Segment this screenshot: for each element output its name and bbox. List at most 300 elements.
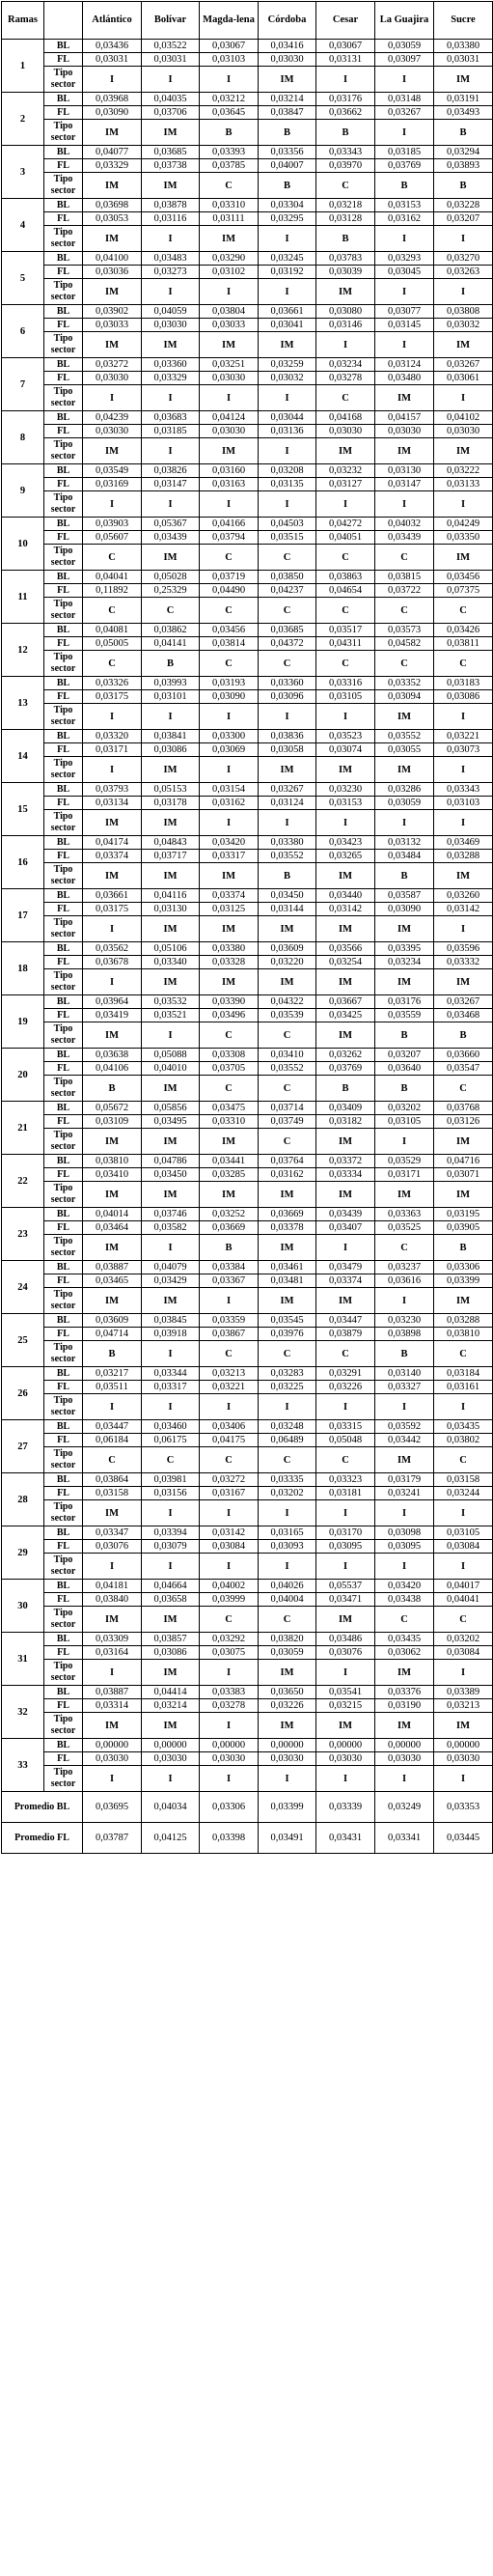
value-cell: 0,03667 <box>316 995 375 1009</box>
value-cell: 0,03162 <box>375 212 434 226</box>
row-label: FL <box>44 1009 83 1022</box>
value-cell: 0,03126 <box>434 1115 493 1129</box>
table-row-bl <box>2 1208 493 1221</box>
table-row-bl <box>2 1633 493 1646</box>
value-cell: 0,03133 <box>434 478 493 491</box>
value-cell: C <box>375 545 434 571</box>
value-cell: I <box>142 1766 200 1792</box>
value-cell: IM <box>375 1660 434 1686</box>
branch-id: 10 <box>2 518 44 571</box>
value-cell: 0,03164 <box>83 1646 142 1660</box>
value-cell: 0,03442 <box>375 1434 434 1447</box>
table-row-fl <box>2 956 493 969</box>
value-cell: 0,06184 <box>83 1434 142 1447</box>
value-cell: 0,03059 <box>375 40 434 53</box>
value-cell: IM <box>142 173 200 199</box>
value-cell: IM <box>83 1607 142 1633</box>
value-cell: 0,03041 <box>259 319 316 332</box>
value-cell: 0,04017 <box>434 1580 493 1593</box>
value-cell: 0,03032 <box>259 372 316 385</box>
table-row-bl <box>2 1580 493 1593</box>
table-row-ts <box>2 757 493 783</box>
value-cell: 0,03030 <box>83 372 142 385</box>
value-cell: 0,03645 <box>200 106 259 120</box>
header-cell: Bolívar <box>142 2 200 40</box>
value-cell: 0,03887 <box>83 1261 142 1274</box>
table-row-ts <box>2 279 493 305</box>
value-cell: 0,03162 <box>259 1168 316 1182</box>
value-cell: 0,03562 <box>83 942 142 956</box>
average-value-cell: 0,03491 <box>259 1823 316 1854</box>
value-cell: IM <box>142 1076 200 1102</box>
value-cell: 0,03549 <box>83 464 142 478</box>
value-cell: B <box>142 651 200 677</box>
value-cell: 0,03267 <box>434 358 493 372</box>
value-cell: 0,03244 <box>434 1487 493 1500</box>
table-row-fl <box>2 212 493 226</box>
table-row-fl <box>2 1487 493 1500</box>
table-row-fl <box>2 743 493 757</box>
value-cell: 0,03125 <box>200 903 259 916</box>
value-cell: 0,03030 <box>142 1752 200 1766</box>
value-cell: IM <box>434 1713 493 1739</box>
row-label: Tipo sector <box>44 279 83 305</box>
row-label: Tipo sector <box>44 173 83 199</box>
value-cell: 0,03259 <box>259 358 316 372</box>
value-cell: B <box>259 863 316 889</box>
value-cell: I <box>200 1500 259 1526</box>
table-row-ts <box>2 491 493 518</box>
value-cell: 0,03097 <box>375 53 434 67</box>
value-cell: 0,03140 <box>375 1367 434 1381</box>
value-cell: IM <box>316 1129 375 1155</box>
value-cell: 0,03683 <box>142 411 200 425</box>
value-cell: IM <box>83 810 142 836</box>
average-value-cell: 0,04034 <box>142 1792 200 1823</box>
table-row-fl <box>2 797 493 810</box>
value-cell: 0,03090 <box>375 903 434 916</box>
value-cell: IM <box>142 545 200 571</box>
value-cell: 0,03329 <box>142 372 200 385</box>
table-row-ts <box>2 545 493 571</box>
row-label: FL <box>44 1328 83 1341</box>
table-body <box>2 40 493 1854</box>
value-cell: 0,03030 <box>142 319 200 332</box>
branch-id: 1 <box>2 40 44 93</box>
table-row-ts <box>2 598 493 624</box>
value-cell: 0,03793 <box>83 783 142 797</box>
row-label: BL <box>44 624 83 637</box>
value-cell: 0,04059 <box>142 305 200 319</box>
row-label: FL <box>44 478 83 491</box>
value-cell: I <box>83 67 142 93</box>
value-cell: IM <box>316 1022 375 1049</box>
value-cell: IM <box>375 916 434 942</box>
value-cell: I <box>259 1554 316 1580</box>
row-label: Tipo sector <box>44 1288 83 1314</box>
row-label: BL <box>44 783 83 797</box>
value-cell: 0,03234 <box>375 956 434 969</box>
value-cell: 0,03439 <box>375 531 434 545</box>
row-label: BL <box>44 252 83 266</box>
branch-id: 2 <box>2 93 44 146</box>
value-cell: 0,03456 <box>434 571 493 584</box>
value-cell: 0,03471 <box>316 1593 375 1607</box>
value-cell: 0,03410 <box>83 1168 142 1182</box>
value-cell: 0,04181 <box>83 1580 142 1593</box>
value-cell: IM <box>259 1235 316 1261</box>
value-cell: 0,04041 <box>83 571 142 584</box>
value-cell: C <box>434 1607 493 1633</box>
table-row-ts <box>2 120 493 146</box>
value-cell: 0,03084 <box>434 1646 493 1660</box>
row-label: Tipo sector <box>44 1554 83 1580</box>
value-cell: 0,04654 <box>316 584 375 598</box>
value-cell: 0,03640 <box>375 1062 434 1076</box>
row-label: BL <box>44 1314 83 1328</box>
value-cell: 0,04311 <box>316 637 375 651</box>
value-cell: 0,00000 <box>434 1739 493 1752</box>
value-cell: I <box>83 969 142 995</box>
value-cell: 0,03300 <box>200 730 259 743</box>
table-row-ts <box>2 1341 493 1367</box>
value-cell: B <box>434 120 493 146</box>
value-cell: I <box>142 279 200 305</box>
value-cell: 0,03260 <box>434 889 493 903</box>
branch-id: 7 <box>2 358 44 411</box>
value-cell: IM <box>434 863 493 889</box>
value-cell: 0,03468 <box>434 1009 493 1022</box>
value-cell: I <box>434 1554 493 1580</box>
value-cell: 0,03407 <box>316 1221 375 1235</box>
value-cell: C <box>316 1341 375 1367</box>
value-cell: 0,04174 <box>83 836 142 850</box>
value-cell: IM <box>142 1713 200 1739</box>
value-cell: 0,03212 <box>200 93 259 106</box>
value-cell: 0,03079 <box>142 1540 200 1554</box>
value-cell: IM <box>83 1182 142 1208</box>
row-label: FL <box>44 266 83 279</box>
value-cell: 0,05367 <box>142 518 200 531</box>
value-cell: 0,05048 <box>316 1434 375 1447</box>
value-cell: 0,03090 <box>200 690 259 704</box>
value-cell: 0,03409 <box>316 1102 375 1115</box>
average-value-cell: 0,03341 <box>375 1823 434 1854</box>
table-row-bl <box>2 146 493 159</box>
row-label: FL <box>44 1699 83 1713</box>
value-cell: I <box>259 704 316 730</box>
value-cell: 0,03820 <box>259 1633 316 1646</box>
table-row-fl <box>2 1328 493 1341</box>
value-cell: I <box>316 1660 375 1686</box>
value-cell: 0,03163 <box>200 478 259 491</box>
table-row-ts <box>2 1022 493 1049</box>
value-cell: 0,03310 <box>200 199 259 212</box>
value-cell: 0,03717 <box>142 850 200 863</box>
value-cell: 0,03278 <box>200 1699 259 1713</box>
value-cell: 0,03483 <box>142 252 200 266</box>
value-cell: 0,03208 <box>259 464 316 478</box>
row-label: Tipo sector <box>44 120 83 146</box>
value-cell: 0,03167 <box>200 1487 259 1500</box>
branch-id: 32 <box>2 1686 44 1739</box>
value-cell: 0,03185 <box>142 425 200 438</box>
value-cell: 0,03165 <box>259 1526 316 1540</box>
value-cell: 0,03746 <box>142 1208 200 1221</box>
row-label: FL <box>44 850 83 863</box>
value-cell: 0,03207 <box>375 1049 434 1062</box>
table-row-fl <box>2 637 493 651</box>
value-cell: IM <box>375 438 434 464</box>
value-cell: B <box>259 120 316 146</box>
row-label: BL <box>44 146 83 159</box>
value-cell: 0,03102 <box>200 266 259 279</box>
value-cell: 0,03245 <box>259 252 316 266</box>
value-cell: 0,03447 <box>83 1420 142 1434</box>
value-cell: IM <box>200 332 259 358</box>
row-label: Tipo sector <box>44 1766 83 1792</box>
value-cell: 0,03410 <box>259 1049 316 1062</box>
value-cell: 0,03367 <box>200 1274 259 1288</box>
value-cell: IM <box>142 810 200 836</box>
table-row-fl <box>2 425 493 438</box>
branch-id: 28 <box>2 1473 44 1526</box>
row-label: FL <box>44 1434 83 1447</box>
value-cell: I <box>259 385 316 411</box>
value-cell: B <box>375 173 434 199</box>
header-cell: Córdoba <box>259 2 316 40</box>
value-cell: 0,03378 <box>259 1221 316 1235</box>
value-cell: 0,03086 <box>434 690 493 704</box>
header-cell: Cesar <box>316 2 375 40</box>
value-cell: 0,04141 <box>142 637 200 651</box>
value-cell: 0,03749 <box>259 1115 316 1129</box>
value-cell: 0,03380 <box>434 40 493 53</box>
value-cell: C <box>142 1447 200 1473</box>
value-cell: I <box>434 757 493 783</box>
row-label: Tipo sector <box>44 1182 83 1208</box>
value-cell: 0,03214 <box>142 1699 200 1713</box>
row-label: Tipo sector <box>44 810 83 836</box>
value-cell: 0,03234 <box>316 358 375 372</box>
header-cell <box>44 2 83 40</box>
value-cell: 0,03461 <box>259 1261 316 1274</box>
value-cell: IM <box>142 332 200 358</box>
value-cell: 0,04237 <box>259 584 316 598</box>
value-cell: 0,03374 <box>316 1274 375 1288</box>
value-cell: 0,03416 <box>259 40 316 53</box>
value-cell: 0,03105 <box>375 1115 434 1129</box>
value-cell: IM <box>259 1288 316 1314</box>
value-cell: 0,03095 <box>375 1540 434 1554</box>
value-cell: I <box>434 704 493 730</box>
value-cell: 0,03738 <box>142 159 200 173</box>
value-cell: 0,03214 <box>259 93 316 106</box>
row-label: BL <box>44 836 83 850</box>
branch-id: 23 <box>2 1208 44 1261</box>
value-cell: C <box>200 1447 259 1473</box>
row-label: FL <box>44 1221 83 1235</box>
average-value-cell: 0,03306 <box>200 1792 259 1823</box>
value-cell: IM <box>83 173 142 199</box>
row-label: FL <box>44 1115 83 1129</box>
value-cell: 0,03062 <box>375 1646 434 1660</box>
value-cell: 0,03101 <box>142 690 200 704</box>
value-cell: 0,03808 <box>434 305 493 319</box>
value-cell: 0,03360 <box>259 677 316 690</box>
value-cell: I <box>200 67 259 93</box>
row-label: FL <box>44 53 83 67</box>
table-row-bl <box>2 1367 493 1381</box>
row-label: BL <box>44 1686 83 1699</box>
value-cell: 0,03350 <box>434 531 493 545</box>
value-cell: 0,03435 <box>434 1420 493 1434</box>
average-value-cell: 0,03339 <box>316 1792 375 1823</box>
row-label: BL <box>44 942 83 956</box>
branch-id: 33 <box>2 1739 44 1792</box>
value-cell: 0,05672 <box>83 1102 142 1115</box>
row-label: BL <box>44 1155 83 1168</box>
branch-id: 3 <box>2 146 44 199</box>
value-cell: I <box>142 385 200 411</box>
value-cell: 0,03511 <box>83 1381 142 1394</box>
table-row-ts <box>2 1447 493 1473</box>
value-cell: 0,00000 <box>83 1739 142 1752</box>
value-cell: I <box>259 438 316 464</box>
value-cell: 0,11892 <box>83 584 142 598</box>
value-cell: 0,03836 <box>259 730 316 743</box>
value-cell: 0,03343 <box>434 783 493 797</box>
value-cell: I <box>259 279 316 305</box>
value-cell: 0,03147 <box>375 478 434 491</box>
value-cell: 0,03030 <box>83 425 142 438</box>
value-cell: 0,03171 <box>375 1168 434 1182</box>
value-cell: I <box>434 1660 493 1686</box>
row-label: Tipo sector <box>44 1713 83 1739</box>
value-cell: 0,03030 <box>316 1752 375 1766</box>
value-cell: 0,06175 <box>142 1434 200 1447</box>
value-cell: 0,03903 <box>83 518 142 531</box>
value-cell: IM <box>316 757 375 783</box>
value-cell: IM <box>142 1129 200 1155</box>
value-cell: 0,04035 <box>142 93 200 106</box>
value-cell: C <box>316 598 375 624</box>
value-cell: 0,03374 <box>83 850 142 863</box>
value-cell: 0,03288 <box>434 1314 493 1328</box>
value-cell: 0,03785 <box>200 159 259 173</box>
value-cell: 0,03267 <box>259 783 316 797</box>
table-row-bl <box>2 677 493 690</box>
value-cell: 0,03764 <box>259 1155 316 1168</box>
value-cell: B <box>200 1235 259 1261</box>
value-cell: 0,04026 <box>259 1580 316 1593</box>
row-label: Tipo sector <box>44 1394 83 1420</box>
table-row-bl <box>2 1739 493 1752</box>
value-cell: 0,03158 <box>83 1487 142 1500</box>
value-cell: 0,03293 <box>375 252 434 266</box>
value-cell: C <box>200 598 259 624</box>
value-cell: 0,03802 <box>434 1434 493 1447</box>
value-cell: 0,03182 <box>316 1115 375 1129</box>
value-cell: C <box>259 545 316 571</box>
table-row-ts <box>2 704 493 730</box>
value-cell: 0,03450 <box>259 889 316 903</box>
value-cell: 0,03105 <box>434 1526 493 1540</box>
branch-id: 17 <box>2 889 44 942</box>
value-cell: IM <box>200 226 259 252</box>
table-row-bl <box>2 1686 493 1699</box>
value-cell: 0,03515 <box>259 531 316 545</box>
value-cell: B <box>83 1341 142 1367</box>
value-cell: 0,04077 <box>83 146 142 159</box>
row-label: Tipo sector <box>44 332 83 358</box>
value-cell: 0,03310 <box>200 1115 259 1129</box>
value-cell: IM <box>83 1129 142 1155</box>
value-cell: B <box>434 1235 493 1261</box>
table-row-fl <box>2 159 493 173</box>
value-cell: 0,03084 <box>434 1540 493 1554</box>
value-cell: I <box>142 226 200 252</box>
value-cell: 0,03429 <box>142 1274 200 1288</box>
value-cell: C <box>259 1129 316 1155</box>
row-label: BL <box>44 1367 83 1381</box>
row-label: FL <box>44 531 83 545</box>
table-row-fl <box>2 531 493 545</box>
value-cell: 0,03450 <box>142 1168 200 1182</box>
value-cell: 0,03103 <box>200 53 259 67</box>
table-row-fl <box>2 1699 493 1713</box>
value-cell: I <box>83 1660 142 1686</box>
value-cell: C <box>200 1341 259 1367</box>
value-cell: I <box>434 810 493 836</box>
row-label: Tipo sector <box>44 1341 83 1367</box>
branch-id: 25 <box>2 1314 44 1367</box>
value-cell: 0,03439 <box>316 1208 375 1221</box>
value-cell: C <box>434 1447 493 1473</box>
table-row-ts <box>2 173 493 199</box>
value-cell: I <box>375 120 434 146</box>
average-label: Promedio FL <box>2 1823 83 1854</box>
value-cell: IM <box>83 226 142 252</box>
value-cell: 0,03291 <box>316 1367 375 1381</box>
row-label: BL <box>44 1739 83 1752</box>
value-cell: 0,03845 <box>142 1314 200 1328</box>
value-cell: 0,03195 <box>434 1208 493 1221</box>
value-cell: 0,03658 <box>142 1593 200 1607</box>
row-label: Tipo sector <box>44 1447 83 1473</box>
value-cell: 0,03678 <box>83 956 142 969</box>
row-label: FL <box>44 956 83 969</box>
value-cell: 0,03183 <box>434 677 493 690</box>
value-cell: 0,00000 <box>375 1739 434 1752</box>
value-cell: 0,03202 <box>434 1633 493 1646</box>
value-cell: I <box>142 491 200 518</box>
value-cell: 0,03093 <box>259 1540 316 1554</box>
header-cell: Magda-lena <box>200 2 259 40</box>
value-cell: B <box>434 173 493 199</box>
value-cell: 0,03316 <box>316 677 375 690</box>
branch-id: 18 <box>2 942 44 995</box>
value-cell: IM <box>375 1447 434 1473</box>
row-label: BL <box>44 1420 83 1434</box>
value-cell: 0,03826 <box>142 464 200 478</box>
value-cell: 0,03086 <box>142 743 200 757</box>
value-cell: 0,03039 <box>316 266 375 279</box>
value-cell: 0,03343 <box>316 146 375 159</box>
value-cell: 0,03419 <box>83 1009 142 1022</box>
value-cell: C <box>375 598 434 624</box>
value-cell: I <box>375 332 434 358</box>
